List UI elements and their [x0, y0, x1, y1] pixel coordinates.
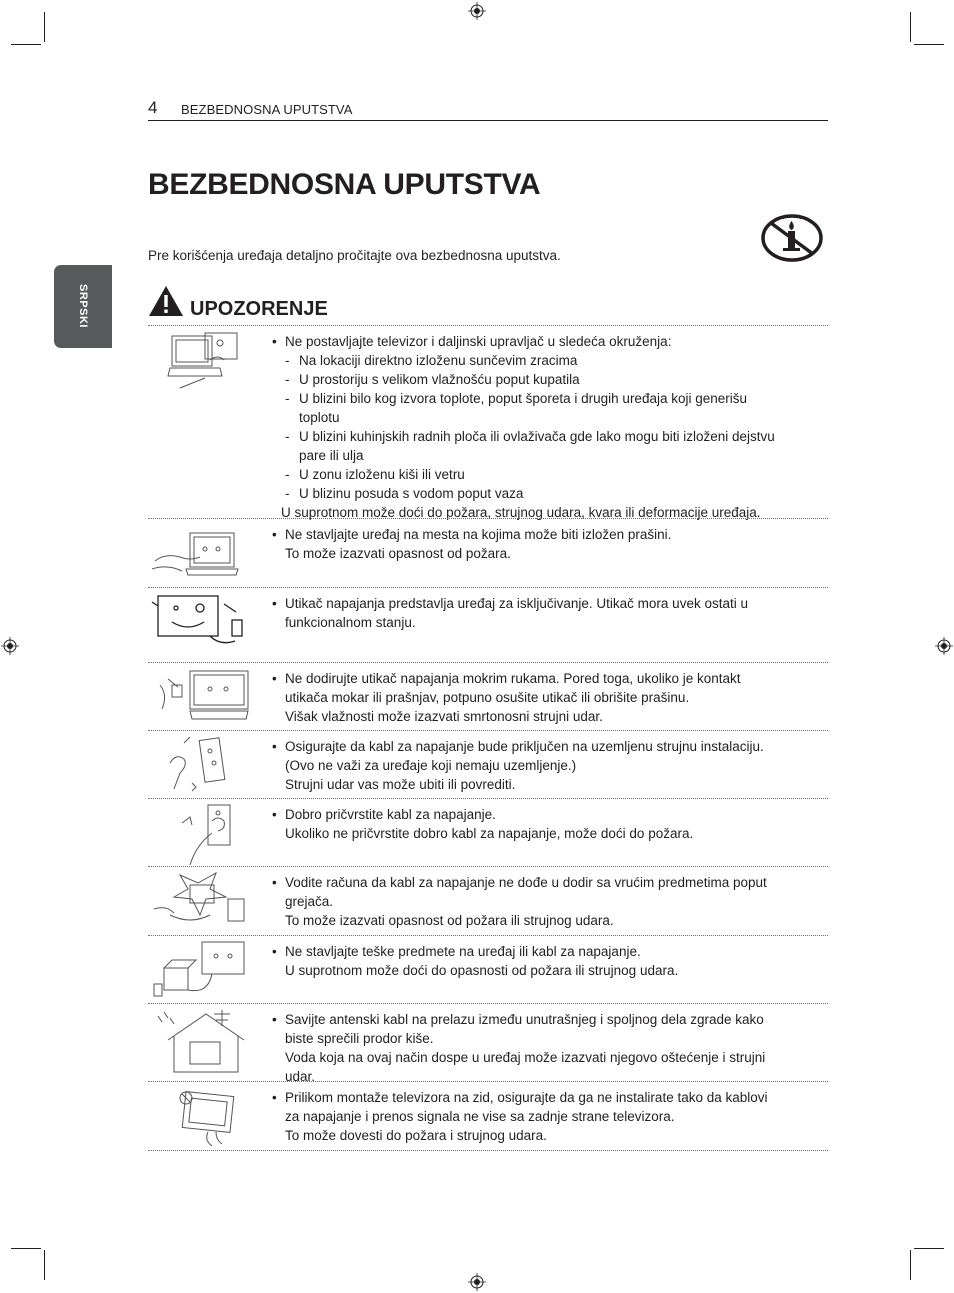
registration-mark-icon: [1, 637, 19, 655]
bullet-text-continued: Ukoliko ne pričvrstite dobro kabl za napajanje, može doći do požara.: [285, 826, 694, 841]
language-tab: [54, 265, 112, 348]
bullet-text-continued: Voda koja na ovaj način dospe u uređaj može izazvati njegovo oštećenje i strujni: [285, 1050, 766, 1065]
intro-text: Pre korišćenja uređaja detaljno pročitajte ova bezbednosna uputstva.: [148, 248, 561, 263]
sub-item-text: U prostoriju s velikom vlažnošću poput kupatila: [299, 372, 580, 387]
sub-item-text: U blizini bilo kog izvora toplote, poput šporeta i drugih uređaja koji generišu: [299, 391, 748, 406]
sub-item: - U zonu izloženu kiši ili vetru: [285, 467, 465, 482]
crop-mark: [44, 1250, 45, 1280]
registration-mark-icon: [468, 2, 486, 20]
sub-item-text: U blizinu posuda s vodom poput vaza: [299, 486, 524, 501]
section-text: [272, 737, 812, 794]
language-tab-label: SRPSKI: [77, 284, 89, 328]
section-text: [272, 1088, 812, 1145]
tv-environment-illustration-icon: [150, 328, 260, 398]
section-text: [272, 332, 812, 522]
bullet-text: Utikač napajanja predstavlja uređaj za isključivanje. Utikač mora uvek ostati u: [285, 596, 748, 611]
bullet-text: Savijte antenski kabl na prelazu između unutrašnjeg i spoljnog dela zgrade kako: [285, 1012, 764, 1027]
wet-hands-illustration-icon: [150, 665, 260, 727]
crop-mark: [11, 1248, 41, 1249]
page-header: [148, 98, 828, 121]
warning-section: [148, 798, 828, 866]
sub-item-continued: pare ili ulja: [299, 448, 364, 463]
registration-mark-icon: [468, 1273, 486, 1291]
bullet-item: • Ne stavljajte uređaj na mesta na kojima može biti izložen prašini.: [272, 527, 672, 542]
bullet-text-continued: grejača.: [285, 894, 334, 909]
bullet-text-continued: Strujni udar vas može ubiti ili povrediti.: [285, 777, 516, 792]
bullet-text: Dobro pričvrstite kabl za napajanje.: [285, 807, 496, 822]
sub-item: - Na lokaciji direktno izloženu sunčevim zracima: [285, 353, 578, 368]
section-text: [272, 805, 812, 843]
antenna-cable-illustration-icon: [150, 1006, 260, 1076]
bullet-text-continued: To može izazvati opasnost od požara ili strujnog udara.: [285, 913, 614, 928]
crop-mark: [910, 12, 911, 42]
sub-item-text: Na lokaciji direktno izloženu sunčevim zracima: [299, 353, 578, 368]
sub-item-text: U zonu izloženu kiši ili vetru: [299, 467, 465, 482]
bullet-item: • Ne stavljajte teške predmete na uređaj ili kabl za napajanje.: [272, 944, 641, 959]
warning-section: [148, 587, 828, 662]
consequence-text: U suprotnom može doći do požara, strujnog udara, kvara ili deformacije uređaja.: [281, 505, 761, 520]
section-text: [272, 873, 812, 930]
section-text: [272, 669, 812, 726]
sub-item: - U prostoriju s velikom vlažnošću poput kupatila: [285, 372, 580, 387]
grounded-outlet-illustration-icon: [150, 733, 260, 795]
header-title: BEZBEDNOSNA UPUTSTVA: [181, 102, 353, 117]
dust-illustration-icon: [150, 521, 260, 583]
bullet-text: Osigurajte da kabl za napajanje bude priključen na uzemljenu strujnu instalaciju.: [285, 739, 764, 754]
bullet-text-continued: To može izazvati opasnost od požara.: [285, 546, 511, 561]
bullet-text: Ne postavljajte televizor i daljinski upravljač u sledeća okruženja:: [285, 334, 672, 349]
bullet-text-continued: utikača mokar ili prašnjav, potpuno osušite utikač ili obrišite prašinu.: [285, 690, 690, 705]
bullet-item: • Utikač napajanja predstavlja uređaj za isključivanje. Utikač mora uvek ostati u: [272, 596, 748, 611]
sub-item: - U blizini bilo kog izvora toplote, poput šporeta i drugih uređaja koji generišu: [285, 391, 748, 406]
section-text: [272, 594, 812, 632]
heavy-object-illustration-icon: [150, 938, 260, 1002]
sub-item: - U blizinu posuda s vodom poput vaza: [285, 486, 524, 501]
registration-mark-icon: [935, 637, 953, 655]
bullet-item: • Ne dodirujte utikač napajanja mokrim rukama. Pored toga, ukoliko je kontakt: [272, 671, 741, 686]
section-text: [272, 942, 812, 980]
warning-section: [148, 730, 828, 798]
bullet-text: Prilikom montaže televizora na zid, osigurajte da ga ne instalirate tako da kablovi: [285, 1090, 768, 1105]
secure-cable-illustration-icon: [150, 801, 260, 865]
bullet-text-continued: Višak vlažnosti može izazvati smrtonosni strujni udar.: [285, 709, 603, 724]
warning-section: [148, 518, 828, 587]
heater-illustration-icon: [150, 869, 260, 933]
bullet-text-continued: udar.: [285, 1069, 316, 1084]
warning-section: [148, 662, 828, 730]
warning-triangle-icon: [148, 285, 184, 317]
warning-section: [148, 325, 828, 518]
bullet-text: Ne stavljajte uređaj na mesta na kojima može biti izložen prašini.: [285, 527, 672, 542]
wall-mount-illustration-icon: [150, 1084, 260, 1148]
bullet-text: Vodite računa da kabl za napajanje ne dođe u dodir sa vrućim predmetima poput: [285, 875, 767, 890]
sub-item-continued: toplotu: [299, 410, 340, 425]
section-text: [272, 525, 812, 563]
warning-section: [148, 1081, 828, 1151]
bullet-text-continued: U suprotnom može doći do opasnosti od požara ili strujnog udara.: [285, 963, 679, 978]
warning-section: [148, 866, 828, 935]
sub-item-text: U blizini kuhinjskih radnih ploča ili ovlaživača gde lako mogu biti izloženi dejstvu: [299, 429, 775, 444]
page-number: 4: [148, 98, 158, 117]
crop-mark: [914, 1248, 944, 1249]
bullet-text-continued: To može dovesti do požara i strujnog udara.: [285, 1128, 547, 1143]
bullet-text-continued: za napajanje i prenos signala ne vise sa zadnje strane televizora.: [285, 1109, 675, 1124]
bullet-item: • Dobro pričvrstite kabl za napajanje.: [272, 807, 496, 822]
bullet-item: • Prilikom montaže televizora na zid, osigurajte da ga ne instalirate tako da kablovi: [272, 1090, 768, 1105]
crop-mark: [910, 1250, 911, 1280]
bullet-text: Ne stavljajte teške predmete na uređaj ili kabl za napajanje.: [285, 944, 641, 959]
crop-mark: [11, 44, 41, 45]
crop-mark: [914, 44, 944, 45]
bullet-item: • Vodite računa da kabl za napajanje ne dođe u dodir sa vrućim predmetima poput: [272, 875, 767, 890]
bullet-text: Ne dodirujte utikač napajanja mokrim rukama. Pored toga, ukoliko je kontakt: [285, 671, 741, 686]
bullet-text-continued: funkcionalnom stanju.: [285, 615, 416, 630]
power-plug-illustration-icon: [150, 590, 260, 656]
page-title: BEZBEDNOSNA UPUTSTVA: [148, 168, 541, 201]
bullet-text-continued: (Ovo ne važi za uređaje koji nemaju uzemljenje.): [285, 758, 577, 773]
bullet-text-continued: biste sprečili prodor kiše.: [285, 1031, 434, 1046]
section-text: [272, 1010, 812, 1086]
warning-label: UPOZORENJE: [190, 298, 328, 320]
bullet-item: • Ne postavljajte televizor i daljinski upravljač u sledeća okruženja:: [272, 334, 672, 349]
bullet-item: • Osigurajte da kabl za napajanje bude priključen na uzemljenu strujnu instalaciju.: [272, 739, 764, 754]
no-open-flame-icon: [761, 213, 823, 263]
bullet-item: • Savijte antenski kabl na prelazu između unutrašnjeg i spoljnog dela zgrade kako: [272, 1012, 764, 1027]
crop-mark: [44, 12, 45, 42]
warning-section: [148, 1003, 828, 1084]
warning-section: [148, 935, 828, 1003]
sub-item: - U blizini kuhinjskih radnih ploča ili ovlaživača gde lako mogu biti izloženi dejstvu: [285, 429, 775, 444]
